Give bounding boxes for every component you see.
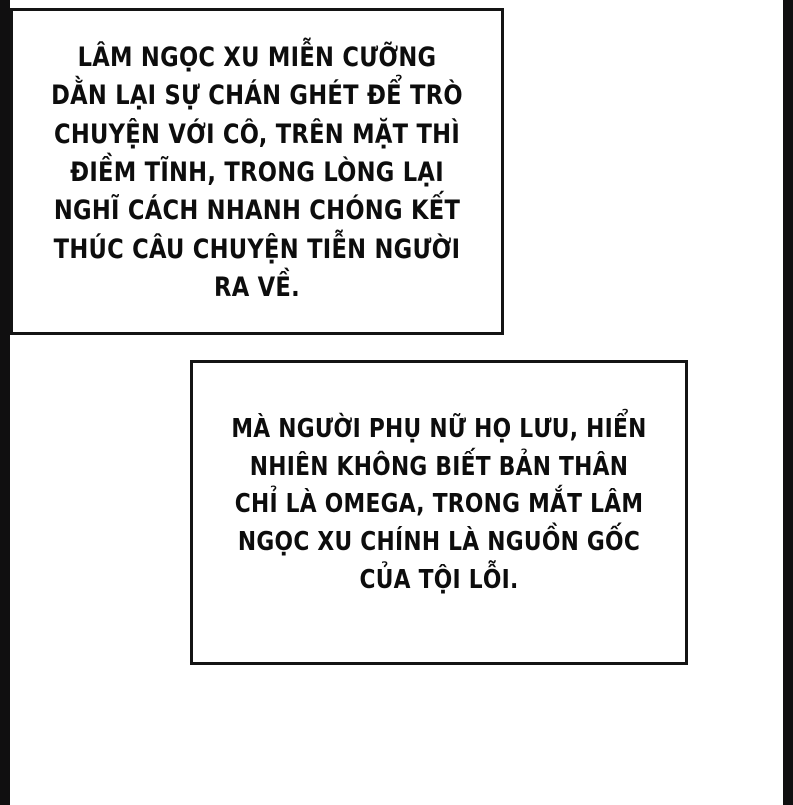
comic-panel-bottom xyxy=(190,360,688,665)
panel-top-dialogue: LÂM NGỌC XU MIỄN CƯỠNG DẰN LẠI SỰ CHÁN GHÉT ĐỂ TRÒ CHUYỆN VỚI CÔ, TRÊN MẶT THÌ ĐIỀM TĨNH, TRONG LÒNG LẠI NGHĨ CÁCH NHANH CHÓNG KẾT THÚC CÂU CHUYỆN TIỄN NGƯỜI RA VỀ. xyxy=(51,42,463,303)
comic-panel-top xyxy=(10,8,504,335)
page-gutter-right xyxy=(783,0,793,805)
panel-bottom-dialogue: MÀ NGƯỜI PHỤ NỮ HỌ LƯU, HIỂN NHIÊN KHÔNG BIẾT BẢN THÂN CHỈ LÀ OMEGA, TRONG MẮT LÂM NGỌC XU CHÍNH LÀ NGUỒN GỐC CỦA TỘI LỖI. xyxy=(231,414,647,595)
page-gutter-left xyxy=(0,0,10,805)
